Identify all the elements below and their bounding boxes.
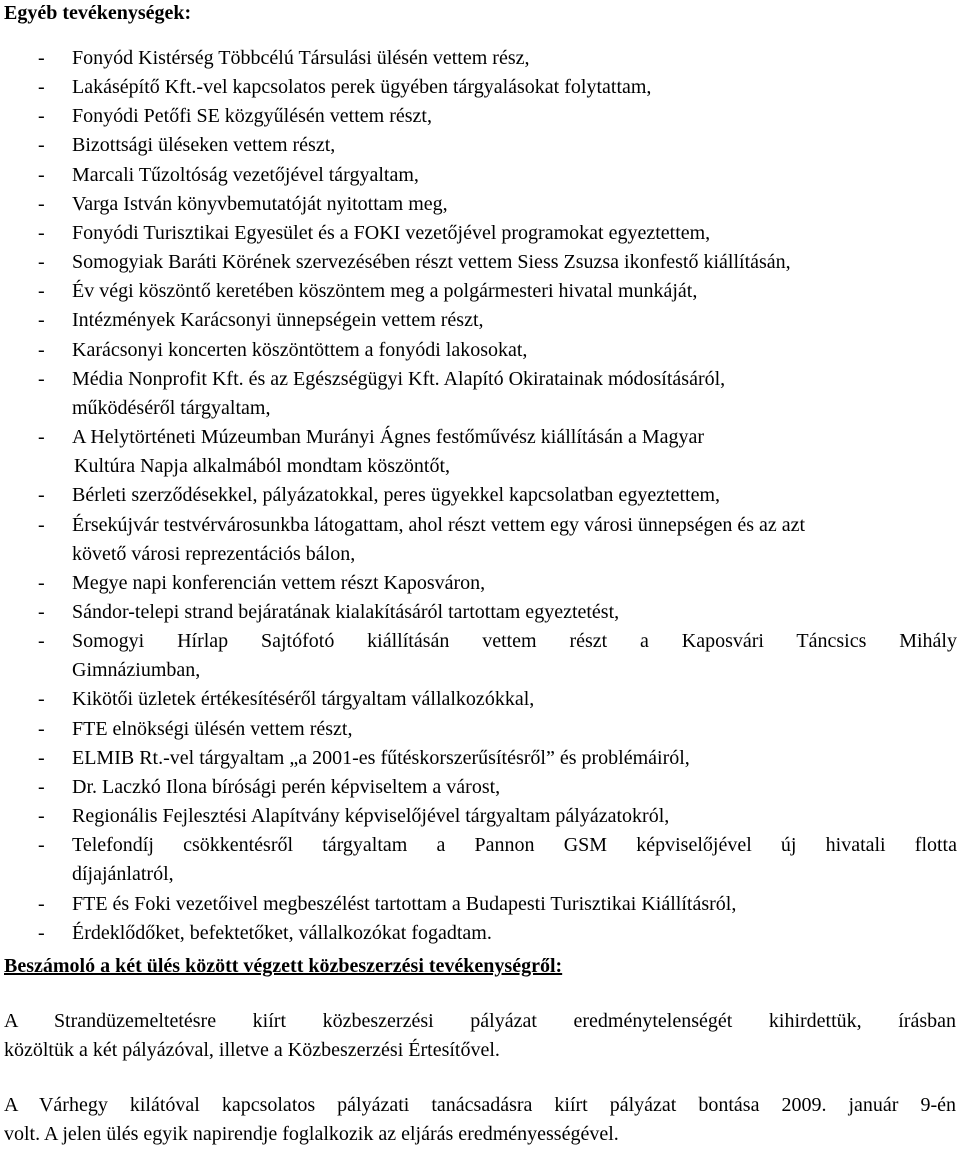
paragraph-line: volt. A jelen ülés egyik napirendje foglalkozik az eljárás eredményességével. (4, 1123, 619, 1145)
paragraph-line: közöltük a két pályázóval, illetve a Közbeszerzési Értesítővel. (4, 1039, 500, 1061)
list-item-text: Marcali Tűzoltóság vezetőjével tárgyaltam, (72, 163, 419, 186)
bullet-dash: - (38, 484, 45, 507)
bullet-dash: - (38, 76, 45, 99)
list-item-text: Lakásépítő Kft.-vel kapcsolatos perek ügyében tárgyalásokat folytattam, (72, 76, 652, 99)
list-item (0, 161, 960, 190)
list-item-text: ELMIB Rt.-vel tárgyaltam „a 2001-es fűtéskorszerűsítésről” és problémáiról, (72, 746, 690, 769)
list-item (0, 802, 960, 831)
bullet-dash: - (38, 600, 45, 623)
list-item (0, 685, 960, 714)
list-item (0, 190, 960, 219)
list-item (0, 365, 960, 423)
list-item (0, 919, 960, 948)
list-item (0, 890, 960, 919)
list-item-text: Fonyód Kistérség Többcélú Társulási ülésén vettem rész, (72, 47, 530, 69)
list-item-text: Fonyódi Turisztikai Egyesület és a FOKI vezetőjével programokat egyeztettem, (72, 221, 711, 244)
bullet-dash: - (38, 192, 45, 215)
list-item (0, 336, 960, 365)
bullet-dash: - (38, 688, 45, 711)
list-item (0, 773, 960, 802)
list-item-text: Fonyódi Petőfi SE közgyűlésén vettem részt, (72, 105, 432, 128)
bullet-dash: - (38, 513, 45, 536)
list-item (0, 511, 960, 569)
list-item-text: Somogyi Hírlap Sajtófotó kiállításán vettem részt a Kaposvári Táncsics Mihály (72, 630, 957, 653)
list-item (0, 744, 960, 773)
list-item-continuation: követő városi reprezentációs bálon, (72, 542, 356, 565)
list-item-text: Bizottsági üléseken vettem részt, (72, 134, 336, 157)
list-item (0, 569, 960, 598)
list-item-text: Média Nonprofit Kft. és az Egészségügyi Kft. Alapító Okiratainak módosításáról, (72, 367, 726, 390)
list-item (0, 423, 960, 481)
list-item-text: Dr. Laczkó Ilona bírósági perén képviseltem a várost, (72, 775, 501, 798)
list-item (0, 306, 960, 335)
list-item-continuation: díjajánlatról, (72, 863, 174, 886)
list-item-text: Év végi köszöntő keretében köszöntem meg a polgármesteri hivatal munkáját, (72, 280, 698, 303)
bullet-dash: - (38, 134, 45, 157)
list-item-text: Kikötői üzletek értékesítéséről tárgyaltam vállalkozókkal, (72, 688, 535, 711)
bullet-dash: - (38, 921, 45, 944)
bullet-dash: - (38, 630, 45, 653)
list-item-text: Érdeklődőket, befektetőket, vállalkozókat fogadtam. (72, 921, 492, 944)
bullet-dash: - (38, 280, 45, 303)
bullet-dash: - (38, 805, 45, 828)
bullet-dash: - (38, 892, 45, 915)
bullet-dash: - (38, 717, 45, 740)
list-item (0, 627, 960, 685)
list-item (0, 44, 960, 73)
list-item-text: Regionális Fejlesztési Alapítvány képviselőjével tárgyaltam pályázatokról, (72, 805, 670, 828)
list-item (0, 481, 960, 510)
section-heading-other-activities: Egyéb tevékenységek: (4, 2, 192, 24)
bullet-dash: - (38, 367, 45, 390)
list-item (0, 219, 960, 248)
list-item (0, 102, 960, 131)
paragraph-line: A Várhegy kilátóval kapcsolatos pályázati tanácsadásra kiírt pályázat bontása 2009. január 9-én (4, 1094, 956, 1116)
bullet-dash: - (38, 338, 45, 361)
paragraph-lookout-tender (4, 1091, 956, 1149)
list-item (0, 598, 960, 627)
bullet-dash: - (38, 309, 45, 332)
list-item-text: Telefondíj csökkentésről tárgyaltam a Pannon GSM képviselőjével új hivatali flotta (72, 834, 957, 857)
bullet-dash: - (38, 47, 45, 69)
list-item-text: Karácsonyi koncerten köszöntöttem a fonyódi lakosokat, (72, 338, 528, 361)
list-item-text: Varga István könyvbemutatóját nyitottam meg, (72, 192, 448, 215)
list-item (0, 131, 960, 160)
list-item (0, 831, 960, 889)
list-item (0, 248, 960, 277)
paragraph-line: A Strandüzemeltetésre kiírt közbeszerzési pályázat eredménytelenségét kihirdettük, írásban (4, 1010, 956, 1032)
bullet-dash: - (38, 834, 45, 857)
bullet-dash: - (38, 775, 45, 798)
list-item-text: A Helytörténeti Múzeumban Murányi Ágnes festőművész kiállításán a Magyar (72, 426, 705, 449)
list-item-text: Érsekújvár testvérvárosunkba látogattam, ahol részt vettem egy városi ünnepségen és az azt (72, 513, 806, 536)
bullet-dash: - (38, 426, 45, 449)
list-item-text: FTE elnökségi ülésén vettem részt, (72, 717, 353, 740)
list-item-continuation: Gimnáziumban, (72, 659, 201, 682)
bullet-dash: - (38, 571, 45, 594)
section-heading-procurement: Beszámoló a két ülés között végzett közbeszerzési tevékenységről: (4, 955, 563, 977)
bullet-dash: - (38, 746, 45, 769)
list-item (0, 73, 960, 102)
paragraph-beach-procurement (4, 1007, 956, 1065)
list-item-text: Bérleti szerződésekkel, pályázatokkal, peres ügyekkel kapcsolatban egyeztettem, (72, 484, 721, 507)
list-item-text: Somogyiak Baráti Körének szervezésében részt vettem Siess Zsuzsa ikonfestő kiállításán, (72, 251, 791, 274)
list-item-text: Sándor-telepi strand bejáratának kialakításáról tartottam egyeztetést, (72, 600, 620, 623)
bullet-dash: - (38, 105, 45, 128)
list-item-continuation: Kultúra Napja alkalmából mondtam köszöntőt, (74, 455, 451, 478)
list-item-text: Intézmények Karácsonyi ünnepségein vettem részt, (72, 309, 484, 332)
bullet-dash: - (38, 251, 45, 274)
list-item-continuation: működéséről tárgyaltam, (72, 396, 271, 419)
list-item-text: FTE és Foki vezetőivel megbeszélést tartottam a Budapesti Turisztikai Kiállításról, (72, 892, 737, 915)
activity-list (0, 44, 960, 948)
bullet-dash: - (38, 163, 45, 186)
bullet-dash: - (38, 221, 45, 244)
list-item (0, 715, 960, 744)
list-item-text: Megye napi konferencián vettem részt Kaposváron, (72, 571, 486, 594)
list-item (0, 277, 960, 306)
